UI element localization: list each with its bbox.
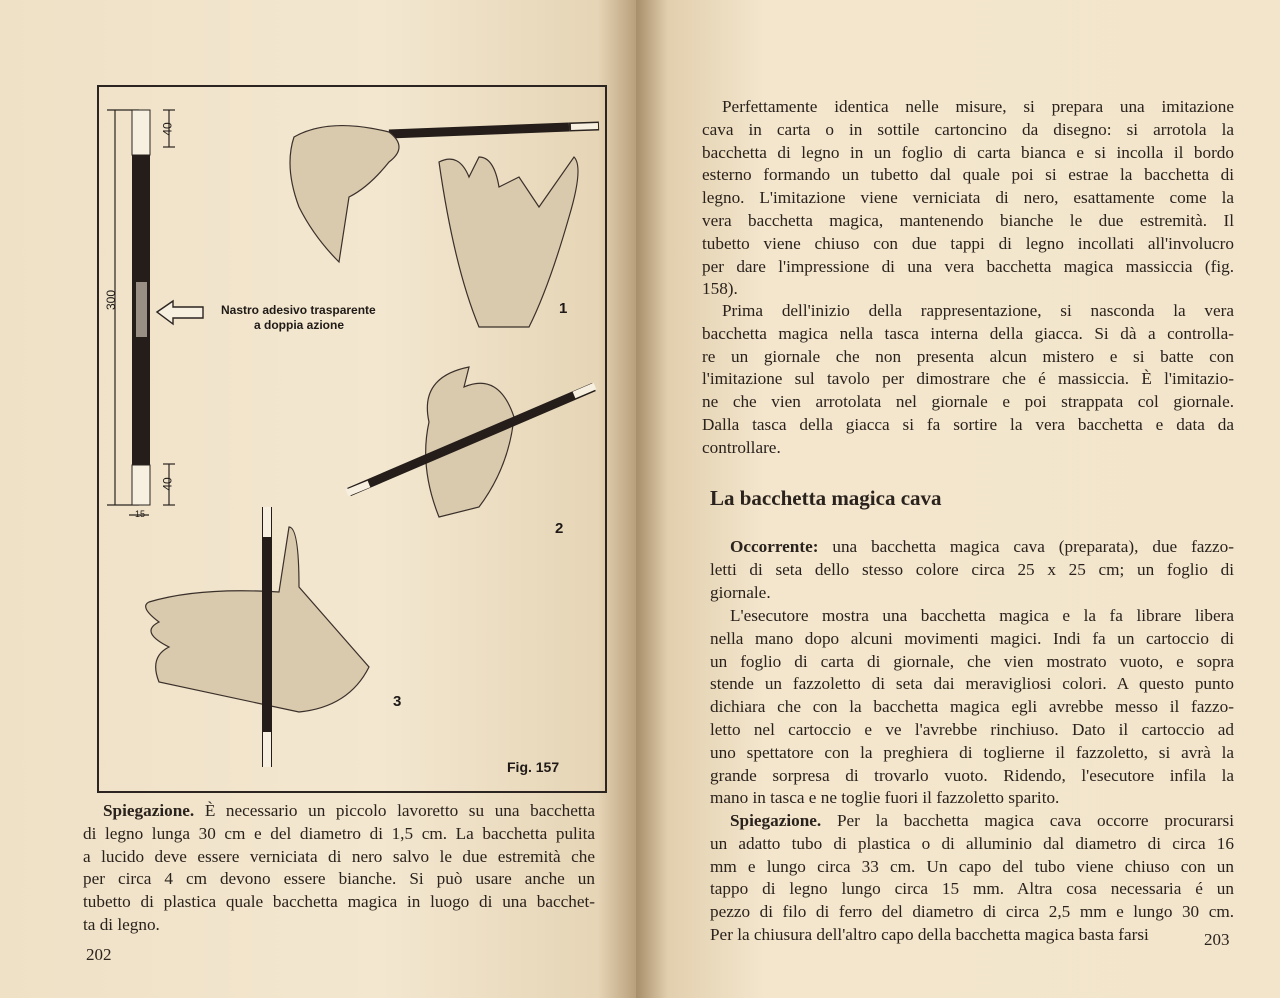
dim-bottom: 40 [160,477,175,491]
text-line [710,901,1234,924]
text-line [710,651,1234,674]
dim-top: 40 [160,122,175,136]
text-span: vera bacchetta magica, mantenendo bianche le due estremità. Il [702,210,1234,230]
text-line [702,437,1234,460]
text-line [710,696,1234,719]
lead-label: Spiegazione. [730,811,822,830]
text-span: Perfettamente identica nelle misure, si prepara una imitazione [722,97,1234,116]
text-span: dichiara che con la bacchetta magica egli avrebbe messo il fazzo- [710,697,1234,717]
text-span: Prima dell'inizio della rappresentazione, si nasconda la vera [722,301,1234,320]
text-line [710,787,1234,810]
text-line [702,323,1234,346]
paragraph-3 [710,536,1234,604]
text-line [710,765,1234,788]
text-span: esterno formando un tubetto dal quale poi si estrae la bacchetta di [702,165,1234,185]
lead-label: Occorrente: [730,537,819,556]
text-span: l'imitazione sul tavolo per dimostrare che é massiccia. È l'imitazio- [702,369,1234,389]
page-number: 202 [86,945,112,964]
text-span: re un giornale che non presenta alcun mistero e si batte con [702,346,1234,366]
text-line [702,233,1234,256]
step-number-3: 3 [393,693,402,710]
text-line [702,164,1234,187]
text-span: tappo di legno lungo circa 15 mm. Altra cosa necessaria é un [710,879,1234,899]
text-span: bacchetta di legno in un foglio di carta bianca e si incolla il bordo [702,142,1234,162]
text-line [710,924,1234,947]
text-span: per dare l'impressione di una vera bacchetta magica massiccia (fig. [702,256,1234,276]
text-line [710,833,1234,856]
text-line [710,810,1234,833]
text-line [702,346,1234,369]
text-line [702,368,1234,391]
figure-157 [97,85,607,793]
text-line: di legno lunga 30 cm e del diametro di 1,5 cm. La bacchetta pulita [83,823,595,843]
text-span: un foglio di carta di giornale, che vien mostrato vuoto, e sopra [710,651,1234,671]
text-span: legno. L'imitazione viene verniciata di nero, esattamente come la [702,188,1234,208]
text-span: uno spettatore con la preghiera di toglierne il fazzoletto, si avrà la [710,742,1234,762]
text-line [702,187,1234,210]
tape-label-2: a doppia azione [254,318,345,332]
explanation-paragraph [83,800,595,937]
text-line [710,582,1234,605]
text-line [710,605,1234,628]
dim-width: 15 [135,509,146,519]
text-line [702,391,1234,414]
text-span: grande sorpresa di trovarlo vuoto. Ridendo, l'esecutore infila la [710,765,1234,785]
lead-label: Spiegazione. [103,801,195,820]
text-line [710,856,1234,879]
text-span: mano in tasca e ne toglie fuori il fazzoletto sparito. [710,788,1060,808]
text-line [702,210,1234,233]
text-span: cava in carta o in sottile cartoncino da disegno: si arrotola la [702,119,1234,139]
text-line [702,300,1234,323]
text-line: tubetto di plastica quale bacchetta magica in luogo di una bacchet- [83,892,595,912]
text-span: Per la chiusura dell'altro capo della bacchetta magica basta farsi [710,924,1149,944]
text-line [702,414,1234,437]
text-span: 158). [702,279,738,299]
text-line [710,559,1234,582]
text-span: controllare. [702,437,781,457]
text-line [702,256,1234,279]
left-page [0,0,636,998]
text-line [702,96,1234,119]
text-line: ta di legno. [83,914,160,934]
text-line [702,119,1234,142]
text-line [710,628,1234,651]
text-span: ne che vien arrotolata nel giornale e poi strappata col giornale. [702,392,1234,412]
paragraph-4 [710,605,1234,810]
text-span: bacchetta magica nella tasca interna della giacca. Si dà a controlla- [702,323,1234,343]
text-line [710,536,1234,559]
paragraph-1 [702,96,1234,301]
step-number-2: 2 [555,520,564,537]
text-span: stende un fazzoletto di seta dai meravigliosi colori. A questo punto [710,674,1234,694]
text-span: giornale. [710,582,771,602]
text-span: tubetto viene chiuso con due tappi di legno incollati all'involucro [702,233,1234,253]
text-span: un adatto tubo di plastica o di alluminio dal diametro di circa 16 [710,833,1234,853]
text-span: mm e lungo circa 33 cm. Un capo del tubo viene chiuso con un [710,856,1234,876]
dim-length: 300 [104,289,119,311]
text-span: una bacchetta magica cava (preparata), due fazzo- [818,537,1234,556]
wand-illustration [99,87,605,791]
text-span: Per la bacchetta magica cava occorre procurarsi [821,811,1234,830]
text-span: L'esecutore mostra una bacchetta magica e la fa librare libera [730,606,1234,625]
step-number-1: 1 [559,300,568,317]
text-line: È necessario un piccolo lavoretto su una bacchetta [194,801,595,820]
text-span: pezzo di filo di ferro del diametro di circa 2,5 mm e lungo 30 cm. [710,902,1234,922]
page-number: 203 [1204,930,1230,949]
section-heading: La bacchetta magica cava [710,486,942,510]
text-span: nella mano dopo alcuni movimenti magici. Indi fa un cartoccio di [710,628,1234,648]
text-line: a lucido deve essere verniciata di nero salvo le due estremità che [83,846,595,866]
paragraph-2 [702,300,1234,460]
text-line [710,719,1234,742]
text-line [710,878,1234,901]
text-line [710,673,1234,696]
text-line [702,278,1234,301]
text-span: letto nel cartoccio e ve l'avrebbe rinchiuso. Dato il cartoccio ad [710,719,1234,739]
text-span: letti di seta dello stesso colore circa 25 x 25 cm; un foglio di [710,559,1234,579]
paragraph-5 [710,810,1234,947]
text-line [702,142,1234,165]
text-line: per circa 4 cm devono essere bianche. Si può usare anche un [83,869,595,889]
text-line [710,742,1234,765]
tape-label-1: Nastro adesivo trasparente [221,303,376,317]
text-span: Dalla tasca della giacca si fa sortire la vera bacchetta e data da [702,414,1234,434]
figure-caption: Fig. 157 [507,759,560,775]
